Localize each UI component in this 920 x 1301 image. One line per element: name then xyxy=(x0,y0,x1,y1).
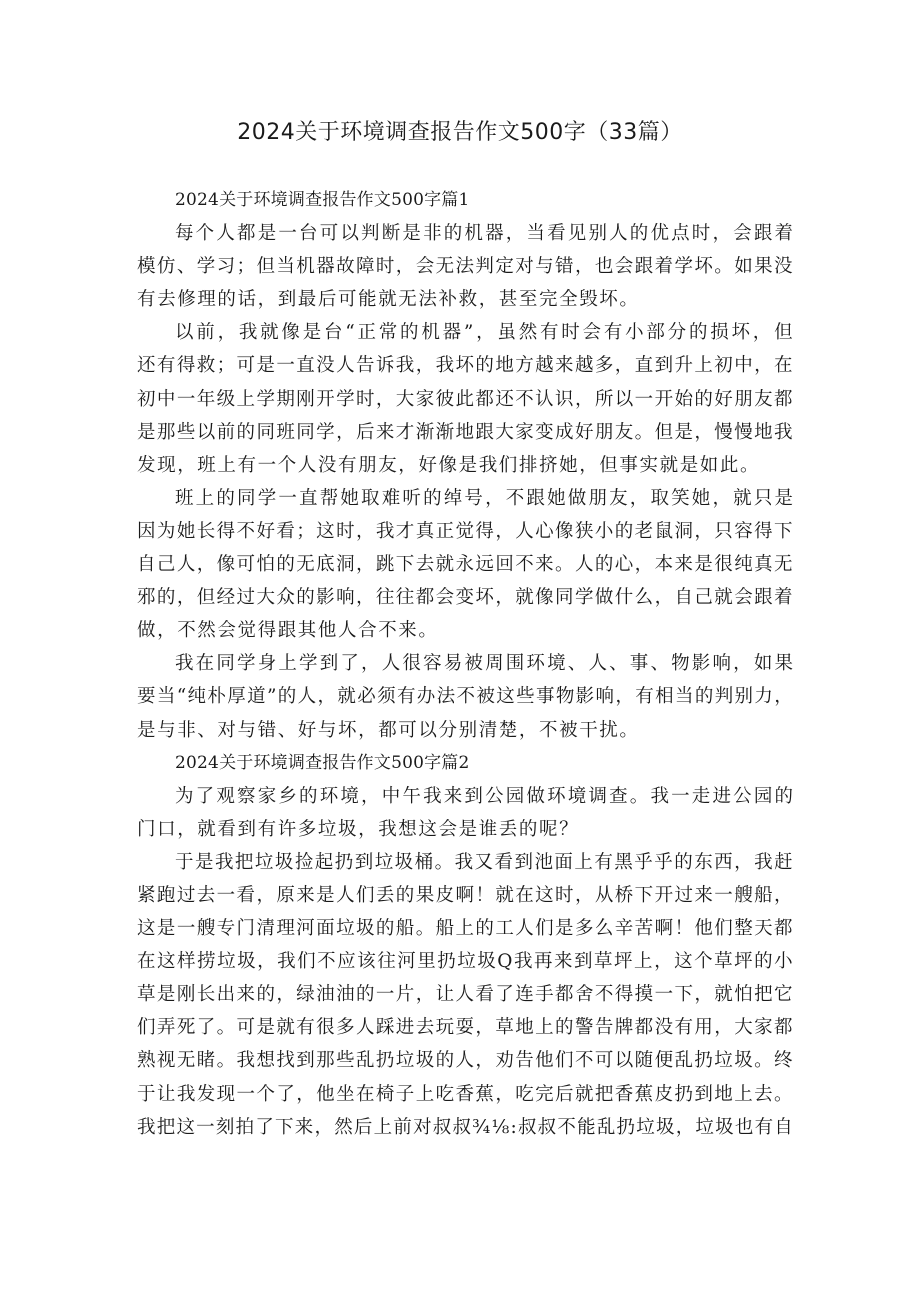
document-body xyxy=(137,184,793,1144)
paragraph-line: 发现，班上有一个人没有朋友，好像是我们排挤她，但事实就是如此。 xyxy=(137,454,761,476)
paragraph-line: 还 有 得 救 ； 可 是 一 直 没 人 告 诉 我 ， 我 坏 的 地 方 越 来 越 多 ， 直 到 升 上 初 中 ， 在 xyxy=(137,355,793,377)
paragraph-line: 是与非、对与错、好与坏，都可以分别清楚，不被干扰。 xyxy=(137,719,640,741)
paragraph-line: 班 上 的 同 学 一 直 帮 她 取 难 听 的 绰 号 ， 不 跟 她 做 朋 友 ， 取 笑 她 ， 就 只 是 xyxy=(175,487,793,509)
document-title: 2024关于环境调查报告作文500字（33篇） xyxy=(237,120,683,145)
paragraph-line: 每 个 人 都 是 一 台 可 以 判 断 是 非 的 机 器 ， 当 看 见 别 人 的 优 点 时 ， 会 跟 着 xyxy=(175,223,793,245)
paragraph-line: 我 在 同 学 身 上 学 到 了 ， 人 很 容 易 被 周 围 环 境 、 人 、 事 、 物 影 响 ， 如 果 xyxy=(175,653,793,675)
paragraph-line: 有去修理的话，到最后可能就无法补救，甚至完全毁坏。 xyxy=(137,289,640,311)
paragraph-line: 熟 视 无 睹 。 我 想 找 到 那 些 乱 扔 垃 圾 的 人 ， 劝 告 他 们 不 可 以 随 便 乱 扔 垃 圾 。 终 xyxy=(137,1050,793,1072)
section-heading: 2024关于环境调查报告作文500字篇1 xyxy=(175,190,470,210)
paragraph-line: 于 让 我 发 现 一 个 了 ， 他 坐 在 椅 子 上 吃 香 蕉 ， 吃 完 后 就 把 香 蕉 皮 扔 到 地 上 去 。 xyxy=(137,1083,793,1105)
paragraph-line: 草 是 刚 长 出 来 的 ， 绿 油 油 的 一 片 ， 让 人 看 了 连 手 都 舍 不 得 摸 一 下 ， 就 怕 把 它 xyxy=(137,984,793,1006)
paragraph-line: 在 这 样 捞 垃 圾 ， 我 们 不 应 该 往 河 里 扔 垃 圾 Q 我 再 来 到 草 坪 上 ， 这 个 草 坪 的 小 xyxy=(137,951,793,973)
paragraph-line: 要 当 “ 纯 朴 厚 道 ” 的 人 ， 就 必 须 有 办 法 不 被 这 些 事 物 影 响 ， 有 相 当 的 判 别 力 ， xyxy=(137,686,793,708)
paragraph-line: 我 把 这 一 刻 拍 了 下 来 ， 然 后 上 前 对 叔 叔 ¾ ⅛ : 叔 叔 不 能 乱 扔 垃 圾 ， 垃 圾 也 有 自 xyxy=(137,1116,793,1138)
paragraph-line: 门口，就看到有许多垃圾，我想这会是谁丢的呢？ xyxy=(137,818,580,840)
paragraph-line: 于 是 我 把 垃 圾 捡 起 扔 到 垃 圾 桶 。 我 又 看 到 池 面 上 有 黑 乎 乎 的 东 西 ， 我 赶 xyxy=(175,851,793,873)
paragraph-line: 邪 的 ， 但 经 过 大 众 的 影 响 ， 往 往 都 会 变 坏 ， 就 像 同 学 做 什 么 ， 自 己 就 会 跟 着 xyxy=(137,587,793,609)
paragraph-line: 这 是 一 艘 专 门 清 理 河 面 垃 圾 的 船 。 船 上 的 工 人 们 是 多 么 辛 苦 啊 ！ 他 们 整 天 都 xyxy=(137,918,793,940)
paragraph-line: 因 为 她 长 得 不 好 看 ； 这 时 ， 我 才 真 正 觉 得 ， 人 心 像 狭 小 的 老 鼠 洞 ， 只 容 得 下 xyxy=(137,520,793,542)
paragraph-line: 紧 跑 过 去 一 看 ， 原 来 是 人 们 丢 的 果 皮 啊 ！ 就 在 这 时 ， 从 桥 下 开 过 来 一 艘 船 ， xyxy=(137,884,793,906)
paragraph-line: 是 那 些 以 前 的 同 班 同 学 ， 后 来 才 渐 渐 地 跟 大 家 变 成 好 朋 友 。 但 是 ， 慢 慢 地 我 xyxy=(137,421,793,443)
paragraph-line: 自 己 人 ， 像 可 怕 的 无 底 洞 ， 跳 下 去 就 永 远 回 不 来 。 人 的 心 ， 本 来 是 很 纯 真 无 xyxy=(137,554,793,576)
paragraph-line: 初 中 一 年 级 上 学 期 刚 开 学 时 ， 大 家 彼 此 都 还 不 认 识 ， 所 以 一 开 始 的 好 朋 友 都 xyxy=(137,388,793,410)
paragraph-line: 做，不然会觉得跟其他人合不来。 xyxy=(137,620,439,642)
paragraph-line: 模 仿 、 学 习 ； 但 当 机 器 故 障 时 ， 会 无 法 判 定 对 与 错 ， 也 会 跟 着 学 坏 。 如 果 没 xyxy=(137,256,793,278)
paragraph-line: 们 弄 死 了 。 可 是 就 有 很 多 人 踩 进 去 玩 耍 ， 草 地 上 的 警 告 牌 都 没 有 用 ， 大 家 都 xyxy=(137,1017,793,1039)
paragraph-line: 以 前 ， 我 就 像 是 台 “ 正 常 的 机 器 ” ， 虽 然 有 时 会 有 小 部 分 的 损 坏 ， 但 xyxy=(175,322,793,344)
section-heading: 2024关于环境调查报告作文500字篇2 xyxy=(175,752,470,773)
paragraph-line: 为 了 观 察 家 乡 的 环 境 ， 中 午 我 来 到 公 园 做 环 境 调 查 。 我 一 走 进 公 园 的 xyxy=(175,785,793,807)
